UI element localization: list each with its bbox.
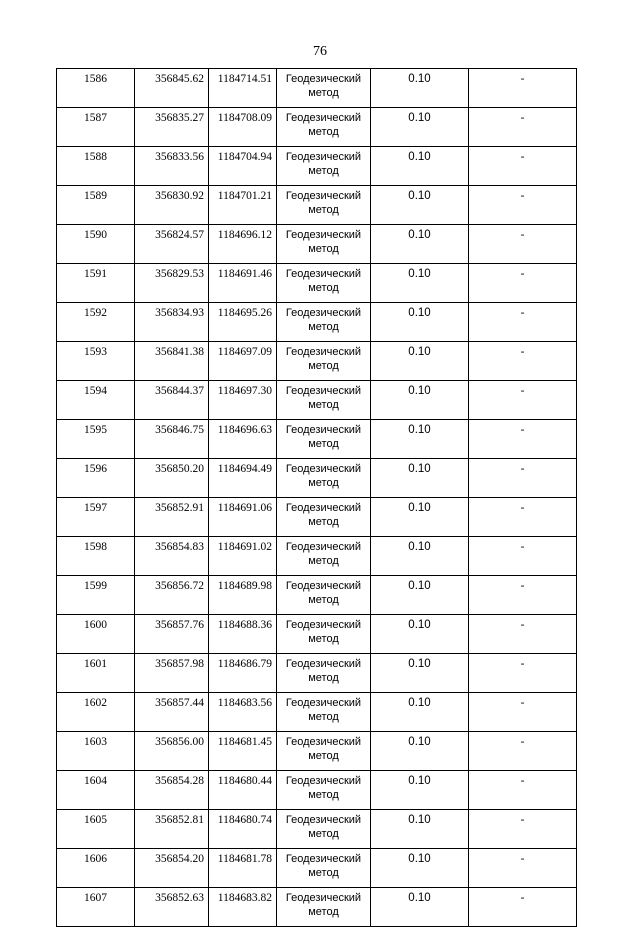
point-number-cell: 1597 bbox=[57, 498, 135, 537]
note-cell: - bbox=[469, 420, 577, 459]
accuracy-cell: 0.10 bbox=[371, 459, 469, 498]
coordinate-y-cell: 1184686.79 bbox=[209, 654, 277, 693]
coordinate-y-cell: 1184694.49 bbox=[209, 459, 277, 498]
table-row bbox=[57, 264, 577, 303]
coordinate-y-cell: 1184683.82 bbox=[209, 888, 277, 927]
note-cell: - bbox=[469, 108, 577, 147]
coordinate-x-cell: 356833.56 bbox=[135, 147, 209, 186]
coordinates-table bbox=[56, 68, 577, 927]
table-row bbox=[57, 459, 577, 498]
point-number-cell: 1588 bbox=[57, 147, 135, 186]
method-line-1: Геодезический bbox=[285, 892, 362, 904]
method-line-2: метод bbox=[308, 711, 339, 723]
method-line-2: метод bbox=[308, 516, 339, 528]
point-number-cell: 1589 bbox=[57, 186, 135, 225]
method-cell bbox=[277, 732, 371, 771]
coordinate-x-cell: 356844.37 bbox=[135, 381, 209, 420]
method-line-1: Геодезический bbox=[285, 814, 362, 826]
table-row bbox=[57, 810, 577, 849]
table-row bbox=[57, 654, 577, 693]
method-cell bbox=[277, 459, 371, 498]
method-line-1: Геодезический bbox=[285, 697, 362, 709]
coordinate-x-cell: 356834.93 bbox=[135, 303, 209, 342]
method-line-1: Геодезический bbox=[285, 658, 362, 670]
method-line-2: метод bbox=[308, 594, 339, 606]
coordinate-y-cell: 1184681.45 bbox=[209, 732, 277, 771]
note-cell: - bbox=[469, 849, 577, 888]
coordinate-y-cell: 1184688.36 bbox=[209, 615, 277, 654]
point-number-cell: 1601 bbox=[57, 654, 135, 693]
method-line-2: метод bbox=[308, 672, 339, 684]
accuracy-cell: 0.10 bbox=[371, 225, 469, 264]
table-row bbox=[57, 303, 577, 342]
method-line-2: метод bbox=[308, 360, 339, 372]
accuracy-cell: 0.10 bbox=[371, 498, 469, 537]
method-cell bbox=[277, 849, 371, 888]
method-line-2: метод bbox=[308, 867, 339, 879]
accuracy-cell: 0.10 bbox=[371, 69, 469, 108]
accuracy-cell: 0.10 bbox=[371, 303, 469, 342]
method-cell bbox=[277, 810, 371, 849]
point-number-cell: 1593 bbox=[57, 342, 135, 381]
method-cell bbox=[277, 264, 371, 303]
note-cell: - bbox=[469, 381, 577, 420]
method-line-1: Геодезический bbox=[285, 775, 362, 787]
note-cell: - bbox=[469, 303, 577, 342]
coordinate-x-cell: 356850.20 bbox=[135, 459, 209, 498]
note-cell: - bbox=[469, 147, 577, 186]
method-line-1: Геодезический bbox=[285, 346, 362, 358]
coordinate-x-cell: 356841.38 bbox=[135, 342, 209, 381]
table-row bbox=[57, 381, 577, 420]
method-cell bbox=[277, 381, 371, 420]
point-number-cell: 1595 bbox=[57, 420, 135, 459]
method-cell bbox=[277, 654, 371, 693]
accuracy-cell: 0.10 bbox=[371, 576, 469, 615]
coordinate-x-cell: 356856.72 bbox=[135, 576, 209, 615]
note-cell: - bbox=[469, 732, 577, 771]
method-line-2: метод bbox=[308, 321, 339, 333]
method-line-2: метод bbox=[308, 204, 339, 216]
point-number-cell: 1587 bbox=[57, 108, 135, 147]
accuracy-cell: 0.10 bbox=[371, 537, 469, 576]
method-line-2: метод bbox=[308, 906, 339, 918]
method-line-1: Геодезический bbox=[285, 73, 362, 85]
method-line-1: Геодезический bbox=[285, 736, 362, 748]
table-row bbox=[57, 225, 577, 264]
note-cell: - bbox=[469, 693, 577, 732]
note-cell: - bbox=[469, 615, 577, 654]
coordinate-x-cell: 356846.75 bbox=[135, 420, 209, 459]
table-body bbox=[57, 69, 577, 927]
note-cell: - bbox=[469, 537, 577, 576]
method-cell bbox=[277, 186, 371, 225]
method-cell bbox=[277, 537, 371, 576]
coordinate-x-cell: 356854.28 bbox=[135, 771, 209, 810]
table-row bbox=[57, 147, 577, 186]
coordinate-y-cell: 1184704.94 bbox=[209, 147, 277, 186]
table-row bbox=[57, 771, 577, 810]
point-number-cell: 1599 bbox=[57, 576, 135, 615]
coordinate-x-cell: 356830.92 bbox=[135, 186, 209, 225]
coordinate-x-cell: 356845.62 bbox=[135, 69, 209, 108]
coordinate-x-cell: 356854.83 bbox=[135, 537, 209, 576]
accuracy-cell: 0.10 bbox=[371, 654, 469, 693]
point-number-cell: 1600 bbox=[57, 615, 135, 654]
method-cell bbox=[277, 498, 371, 537]
method-line-1: Геодезический bbox=[285, 385, 362, 397]
coordinate-x-cell: 356857.44 bbox=[135, 693, 209, 732]
method-line-2: метод bbox=[308, 126, 339, 138]
method-cell bbox=[277, 888, 371, 927]
method-cell bbox=[277, 615, 371, 654]
accuracy-cell: 0.10 bbox=[371, 771, 469, 810]
point-number-cell: 1596 bbox=[57, 459, 135, 498]
coordinate-x-cell: 356852.63 bbox=[135, 888, 209, 927]
table-row bbox=[57, 537, 577, 576]
coordinate-x-cell: 356857.98 bbox=[135, 654, 209, 693]
coordinate-y-cell: 1184697.09 bbox=[209, 342, 277, 381]
point-number-cell: 1590 bbox=[57, 225, 135, 264]
coordinate-y-cell: 1184697.30 bbox=[209, 381, 277, 420]
method-line-1: Геодезический bbox=[285, 307, 362, 319]
table-row bbox=[57, 732, 577, 771]
method-line-1: Геодезический bbox=[285, 502, 362, 514]
point-number-cell: 1591 bbox=[57, 264, 135, 303]
coordinate-y-cell: 1184701.21 bbox=[209, 186, 277, 225]
coordinate-y-cell: 1184696.63 bbox=[209, 420, 277, 459]
point-number-cell: 1602 bbox=[57, 693, 135, 732]
method-line-2: метод bbox=[308, 750, 339, 762]
point-number-cell: 1592 bbox=[57, 303, 135, 342]
accuracy-cell: 0.10 bbox=[371, 849, 469, 888]
accuracy-cell: 0.10 bbox=[371, 342, 469, 381]
coordinate-y-cell: 1184714.51 bbox=[209, 69, 277, 108]
note-cell: - bbox=[469, 810, 577, 849]
coordinate-y-cell: 1184691.02 bbox=[209, 537, 277, 576]
coordinate-y-cell: 1184689.98 bbox=[209, 576, 277, 615]
point-number-cell: 1607 bbox=[57, 888, 135, 927]
method-line-2: метод bbox=[308, 87, 339, 99]
coordinate-y-cell: 1184691.06 bbox=[209, 498, 277, 537]
point-number-cell: 1594 bbox=[57, 381, 135, 420]
method-line-2: метод bbox=[308, 633, 339, 645]
coordinate-y-cell: 1184680.44 bbox=[209, 771, 277, 810]
note-cell: - bbox=[469, 69, 577, 108]
table-row bbox=[57, 186, 577, 225]
point-number-cell: 1605 bbox=[57, 810, 135, 849]
method-line-1: Геодезический bbox=[285, 190, 362, 202]
method-cell bbox=[277, 693, 371, 732]
method-line-1: Геодезический bbox=[285, 580, 362, 592]
method-cell bbox=[277, 147, 371, 186]
method-line-2: метод bbox=[308, 165, 339, 177]
note-cell: - bbox=[469, 225, 577, 264]
note-cell: - bbox=[469, 186, 577, 225]
table-row bbox=[57, 888, 577, 927]
note-cell: - bbox=[469, 264, 577, 303]
page-number: 76 bbox=[313, 44, 327, 59]
accuracy-cell: 0.10 bbox=[371, 888, 469, 927]
coordinate-y-cell: 1184696.12 bbox=[209, 225, 277, 264]
note-cell: - bbox=[469, 654, 577, 693]
accuracy-cell: 0.10 bbox=[371, 264, 469, 303]
note-cell: - bbox=[469, 888, 577, 927]
coordinate-x-cell: 356854.20 bbox=[135, 849, 209, 888]
accuracy-cell: 0.10 bbox=[371, 693, 469, 732]
coordinate-x-cell: 356852.81 bbox=[135, 810, 209, 849]
accuracy-cell: 0.10 bbox=[371, 732, 469, 771]
table-row bbox=[57, 108, 577, 147]
method-line-2: метод bbox=[308, 243, 339, 255]
coordinate-y-cell: 1184680.74 bbox=[209, 810, 277, 849]
note-cell: - bbox=[469, 498, 577, 537]
method-line-1: Геодезический bbox=[285, 541, 362, 553]
method-line-1: Геодезический bbox=[285, 112, 362, 124]
method-line-2: метод bbox=[308, 828, 339, 840]
method-cell bbox=[277, 108, 371, 147]
method-line-2: метод bbox=[308, 282, 339, 294]
coordinate-x-cell: 356857.76 bbox=[135, 615, 209, 654]
point-number-cell: 1598 bbox=[57, 537, 135, 576]
point-number-cell: 1586 bbox=[57, 69, 135, 108]
accuracy-cell: 0.10 bbox=[371, 810, 469, 849]
method-line-2: метод bbox=[308, 789, 339, 801]
method-line-1: Геодезический bbox=[285, 151, 362, 163]
table-row bbox=[57, 342, 577, 381]
coordinate-y-cell: 1184708.09 bbox=[209, 108, 277, 147]
accuracy-cell: 0.10 bbox=[371, 381, 469, 420]
table-row bbox=[57, 615, 577, 654]
method-line-1: Геодезический bbox=[285, 268, 362, 280]
method-cell bbox=[277, 303, 371, 342]
method-cell bbox=[277, 576, 371, 615]
method-line-1: Геодезический bbox=[285, 229, 362, 241]
coordinate-x-cell: 356835.27 bbox=[135, 108, 209, 147]
table-row bbox=[57, 420, 577, 459]
point-number-cell: 1603 bbox=[57, 732, 135, 771]
note-cell: - bbox=[469, 342, 577, 381]
method-line-2: метод bbox=[308, 438, 339, 450]
table-row bbox=[57, 576, 577, 615]
accuracy-cell: 0.10 bbox=[371, 615, 469, 654]
method-cell bbox=[277, 420, 371, 459]
method-line-1: Геодезический bbox=[285, 463, 362, 475]
coordinate-x-cell: 356856.00 bbox=[135, 732, 209, 771]
note-cell: - bbox=[469, 576, 577, 615]
method-line-2: метод bbox=[308, 477, 339, 489]
note-cell: - bbox=[469, 459, 577, 498]
method-line-2: метод bbox=[308, 399, 339, 411]
method-cell bbox=[277, 771, 371, 810]
method-cell bbox=[277, 342, 371, 381]
coordinate-y-cell: 1184695.26 bbox=[209, 303, 277, 342]
table-row bbox=[57, 69, 577, 108]
note-cell: - bbox=[469, 771, 577, 810]
method-line-1: Геодезический bbox=[285, 424, 362, 436]
coordinate-y-cell: 1184683.56 bbox=[209, 693, 277, 732]
method-line-1: Геодезический bbox=[285, 619, 362, 631]
table-row bbox=[57, 498, 577, 537]
table-row bbox=[57, 849, 577, 888]
accuracy-cell: 0.10 bbox=[371, 108, 469, 147]
coordinate-x-cell: 356824.57 bbox=[135, 225, 209, 264]
method-cell bbox=[277, 69, 371, 108]
accuracy-cell: 0.10 bbox=[371, 420, 469, 459]
coordinate-y-cell: 1184691.46 bbox=[209, 264, 277, 303]
method-line-2: метод bbox=[308, 555, 339, 567]
accuracy-cell: 0.10 bbox=[371, 147, 469, 186]
table-row bbox=[57, 693, 577, 732]
point-number-cell: 1606 bbox=[57, 849, 135, 888]
point-number-cell: 1604 bbox=[57, 771, 135, 810]
method-cell bbox=[277, 225, 371, 264]
accuracy-cell: 0.10 bbox=[371, 186, 469, 225]
method-line-1: Геодезический bbox=[285, 853, 362, 865]
coordinate-x-cell: 356829.53 bbox=[135, 264, 209, 303]
coordinate-x-cell: 356852.91 bbox=[135, 498, 209, 537]
coordinate-y-cell: 1184681.78 bbox=[209, 849, 277, 888]
